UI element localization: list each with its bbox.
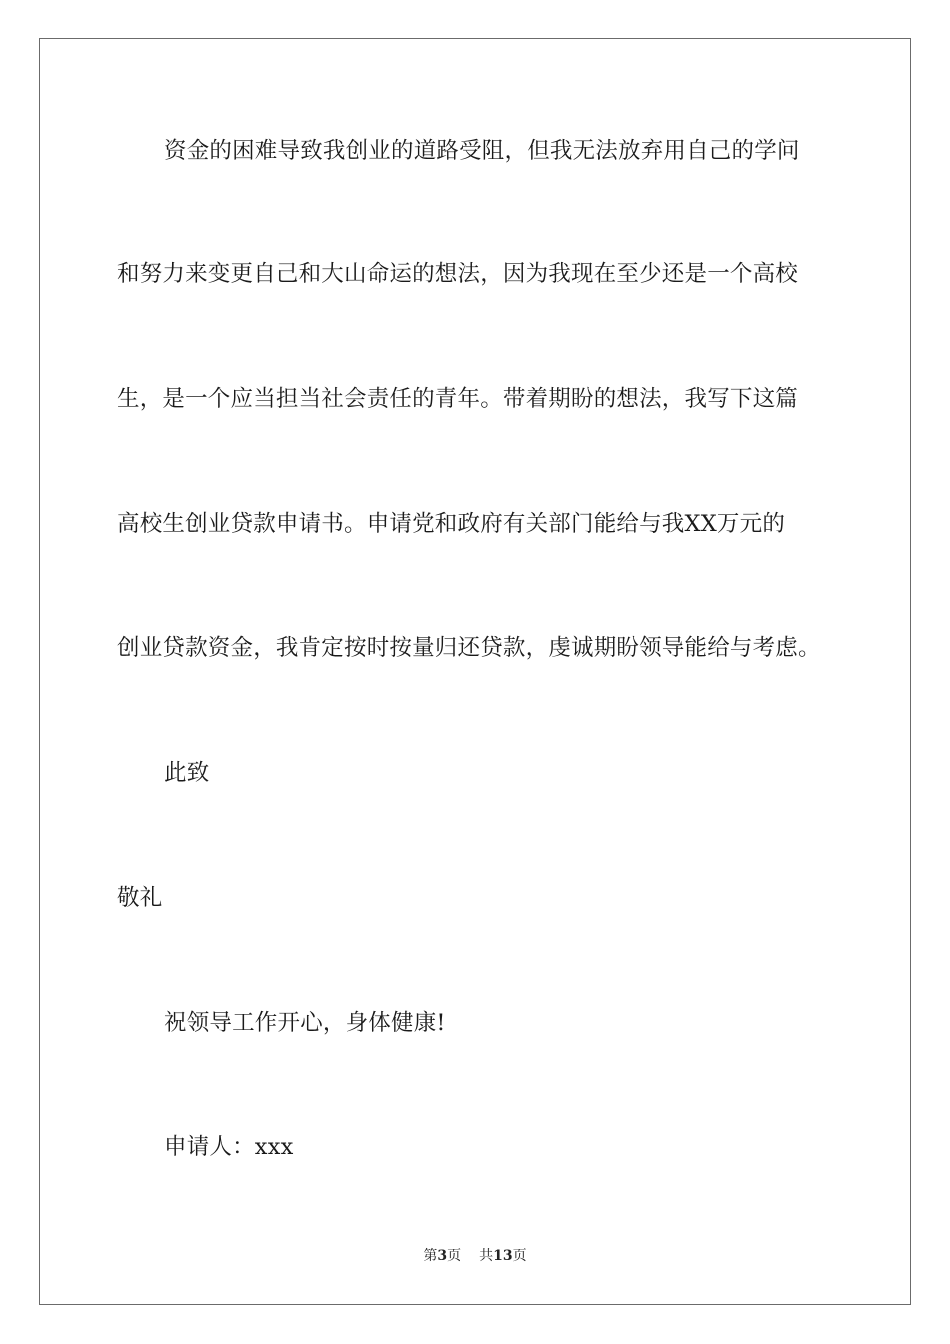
body-line-2: 和努力来变更自己和大山命运的想法，因为我现在至少还是一个高校 — [117, 261, 799, 287]
page-total: 13 — [493, 1248, 513, 1264]
body-line-5: 创业贷款资金，我肯定按时按量归还贷款，虔诚期盼领导能给与考虑。 — [117, 635, 821, 661]
salutation-cizhi: 此致 — [164, 760, 210, 786]
total-suffix: 页 — [512, 1248, 527, 1264]
salutation-jingli: 敬礼 — [117, 885, 163, 911]
wish-line: 祝领导工作开心，身体健康! — [164, 1010, 446, 1036]
page-prefix: 第 — [423, 1248, 438, 1264]
body-line-1: 资金的困难导致我创业的道路受阻，但我无法放弃用自己的学问 — [164, 138, 800, 164]
page-suffix: 页 — [447, 1248, 462, 1264]
page-frame — [39, 38, 911, 1305]
body-line-4: 高校生创业贷款申请书。申请党和政府有关部门能给与我XX万元的 — [117, 511, 786, 537]
page-current: 3 — [437, 1248, 448, 1264]
page-footer — [0, 1247, 950, 1265]
body-line-3: 生，是一个应当担当社会责任的青年。带着期盼的想法，我写下这篇 — [117, 386, 799, 412]
applicant-line: 申请人：xxx — [164, 1134, 294, 1160]
total-prefix: 共 — [479, 1248, 494, 1264]
